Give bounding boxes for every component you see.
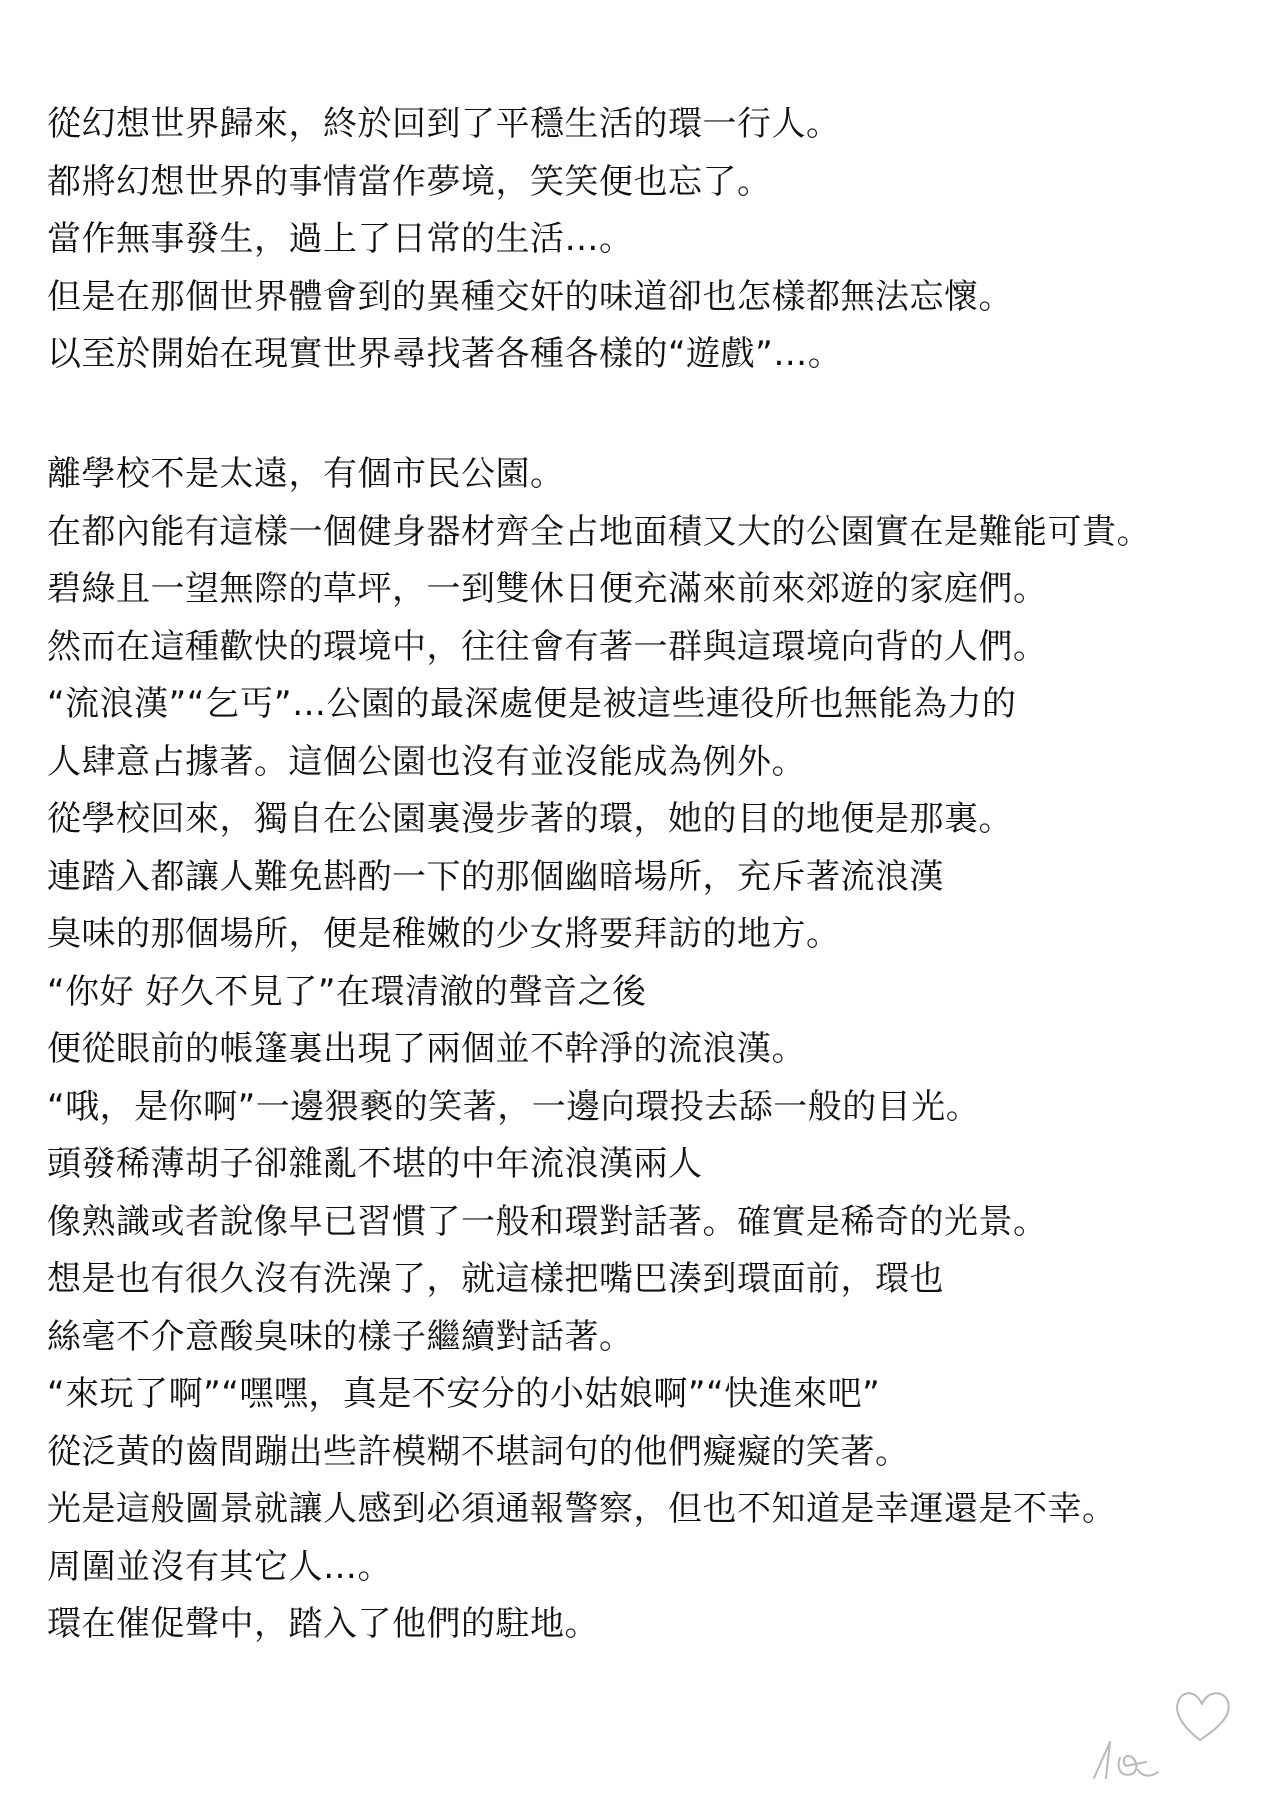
- text-line: 從泛黃的齒間蹦出些許模糊不堪詞句的他們癡癡的笑著。: [47, 1431, 910, 1472]
- text-line: 連踏入都讓人難免斟酌一下的那個幽暗場所，充斥著流浪漢: [47, 856, 944, 897]
- text-line: 從學校回來，獨自在公園裏漫步著的環，她的目的地便是那裏。: [47, 799, 1013, 839]
- text-line: 像熟識或者說像早已習慣了一般和環對話著。確實是稀奇的光景。: [47, 1201, 1048, 1242]
- text-line: 碧綠且一望無際的草坪，一到雙休日便充滿來前來郊遊的家庭們。: [47, 569, 1048, 609]
- paragraph-2: [47, 446, 1247, 1654]
- text-line: 人肆意占據著。這個公園也沒有並沒能成為例外。: [47, 741, 806, 782]
- text-line: 都將幻想世界的事情當作夢境，笑笑便也忘了。: [47, 161, 772, 202]
- text-line: 然而在這種歡快的環境中，往往會有著一群與這環境向背的人們。: [47, 626, 1048, 667]
- text-line: 當作無事發生，過上了日常的生活…。: [47, 219, 634, 259]
- text-line: 絲毫不介意酸臭味的樣子繼續對話著。: [47, 1316, 634, 1357]
- signature-heart-icon: [1080, 1670, 1240, 1790]
- text-line: “哦，是你啊”一邊猥褻的笑著，一邊向環投去舔一般的目光。: [47, 1086, 981, 1127]
- text-line: 臭味的那個場所，便是稚嫩的少女將要拜訪的地方。: [47, 914, 841, 954]
- text-line: 在都內能有這樣一個健身器材齊全占地面積又大的公園實在是難能可貴。: [47, 511, 1151, 552]
- text-line: 光是這般圖景就讓人感到必須通報警察，但也不知道是幸運還是不幸。: [47, 1489, 1117, 1529]
- text-line: 便從眼前的帳篷裏出現了兩個並不幹淨的流浪漢。: [47, 1029, 806, 1069]
- paragraph-1: [47, 96, 1247, 384]
- text-line: 周圍並沒有其它人…。: [47, 1546, 392, 1587]
- text-line: 想是也有很久沒有洗澡了，就這樣把嘴巴湊到環面前，環也: [47, 1259, 944, 1299]
- text-line: 頭發稀薄胡子卻雜亂不堪的中年流浪漢兩人: [47, 1144, 703, 1184]
- text-line: 以至於開始在現實世界尋找著各種各樣的“遊戲”…。: [47, 334, 843, 374]
- text-line: 離學校不是太遠，有個市民公園。: [47, 454, 565, 494]
- text-line: “流浪漢”“乞丐”…公園的最深處便是被這些連役所也無能為力的: [47, 684, 1017, 724]
- text-line: 環在催促聲中，踏入了他們的駐地。: [47, 1604, 599, 1644]
- text-line: “你好 好久不見了”在環清澈的聲音之後: [47, 971, 647, 1012]
- text-line: 但是在那個世界體會到的異種交奸的味道卻也怎樣都無法忘懷。: [47, 276, 1013, 317]
- text-line: 從幻想世界歸來，終於回到了平穩生活的環一行人。: [47, 104, 841, 144]
- text-line: “來玩了啊”“嘿嘿，真是不安分的小姑娘啊”“快進來吧”: [47, 1374, 881, 1414]
